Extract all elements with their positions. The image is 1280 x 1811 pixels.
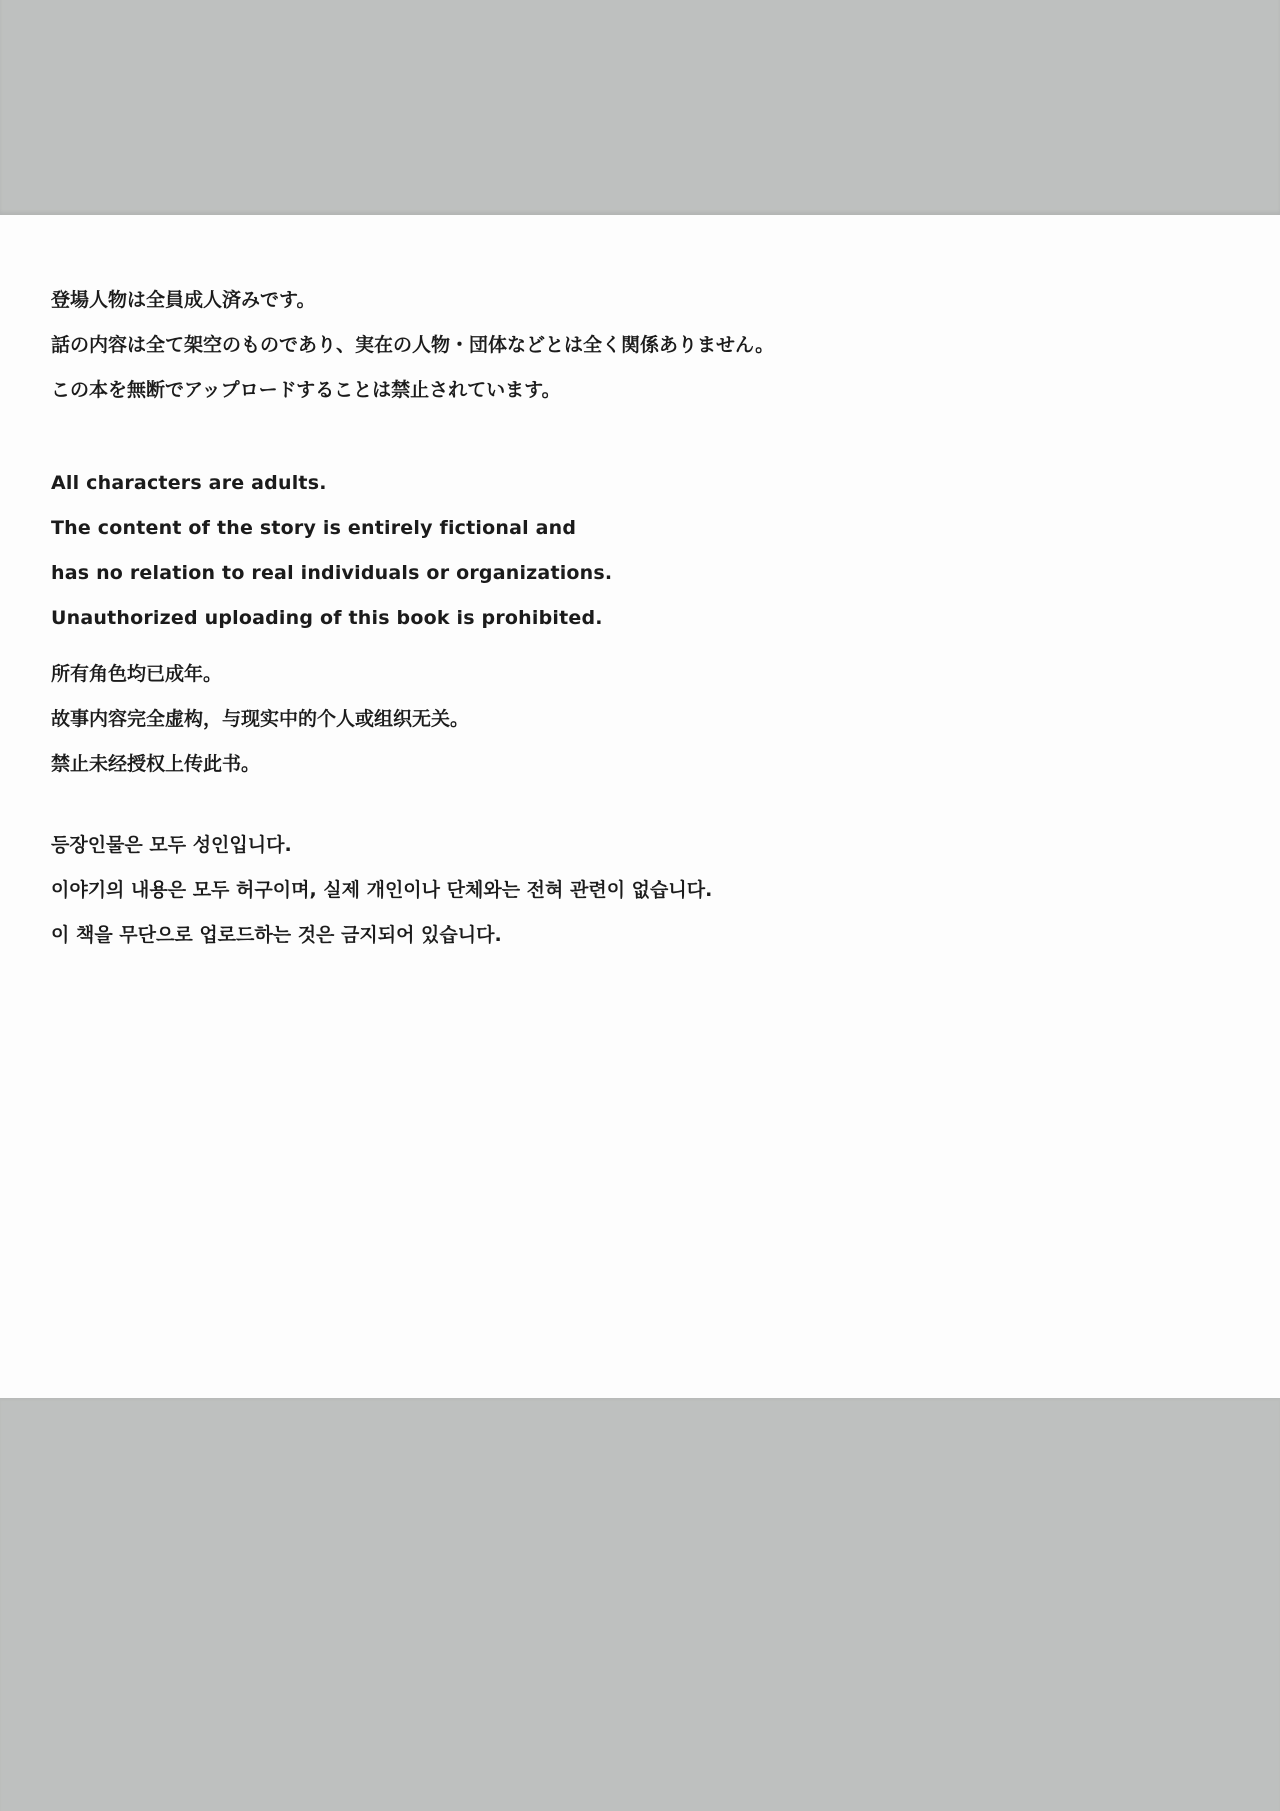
- disclaimer-line-jp-1: 登場人物は全員成人済みです。: [51, 289, 316, 311]
- top-gray-bar: [0, 0, 1280, 215]
- disclaimer-english-block: [51, 461, 1240, 641]
- disclaimer-line-kr-1: 등장인물은 모두 성인입니다.: [51, 834, 292, 856]
- disclaimer-line-jp-2: 話の内容は全て架空のものであり、実在の人物・団体などとは全く関係ありません。: [51, 334, 775, 356]
- disclaimer-line-en-4: Unauthorized uploading of this book is prohibited.: [51, 607, 603, 629]
- disclaimer-japanese-block: [51, 278, 1240, 413]
- disclaimer-chinese-block: [51, 652, 1240, 787]
- disclaimer-line-en-3: has no relation to real individuals or organizations.: [51, 562, 613, 584]
- disclaimer-line-cn-1: 所有角色均已成年。: [51, 663, 223, 685]
- disclaimer-line-jp-3: この本を無断でアップロードすることは禁止されています。: [51, 379, 561, 401]
- disclaimer-korean-block: [51, 823, 1240, 958]
- disclaimer-line-en-2: The content of the story is entirely fictional and: [51, 517, 577, 539]
- bottom-gray-bar: [0, 1398, 1280, 1811]
- disclaimer-line-en-1: All characters are adults.: [51, 472, 327, 494]
- disclaimer-line-cn-3: 禁止未经授权上传此书。: [51, 753, 261, 775]
- disclaimer-line-cn-2: 故事内容完全虚构，与现实中的个人或组织无关。: [51, 708, 470, 730]
- disclaimer-line-kr-3: 이 책을 무단으로 업로드하는 것은 금지되어 있습니다.: [51, 924, 502, 946]
- disclaimer-line-kr-2: 이야기의 내용은 모두 허구이며, 실제 개인이나 단체와는 전혀 관련이 없습니다.: [51, 879, 713, 901]
